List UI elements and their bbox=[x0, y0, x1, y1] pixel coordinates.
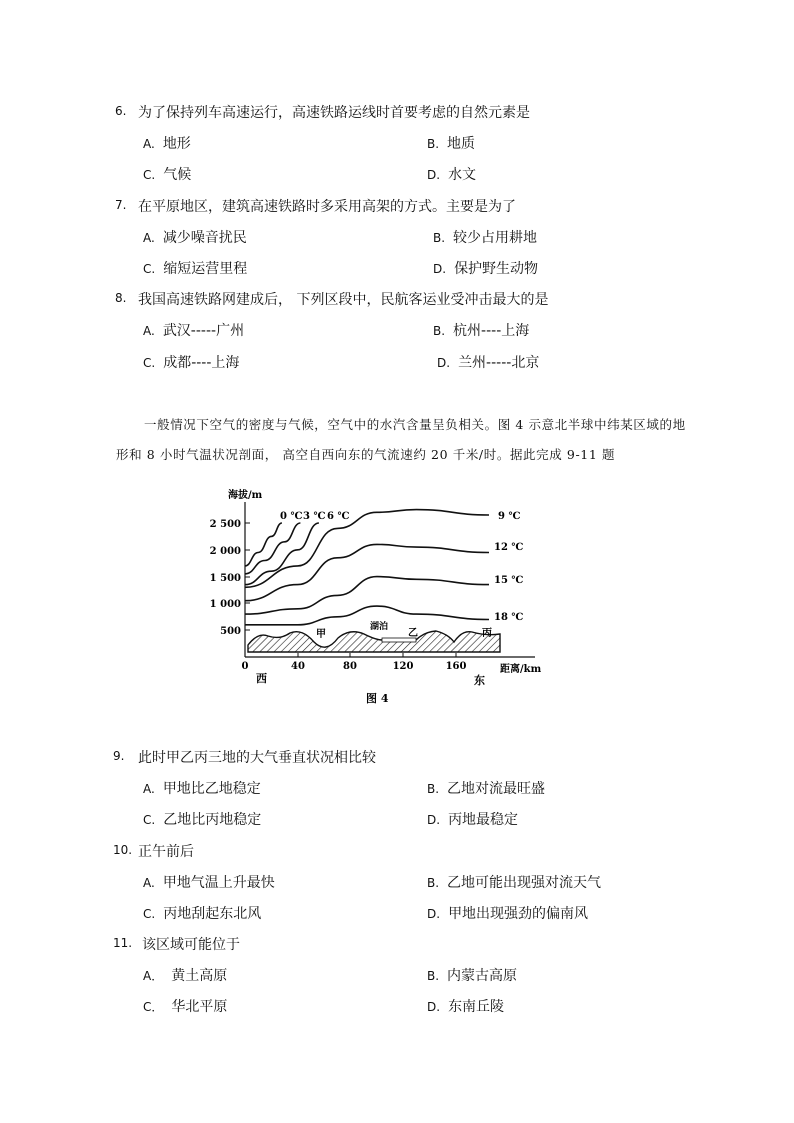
question-text: 该区域可能位于 bbox=[142, 937, 240, 953]
option-b[interactable]: B. 乙地可能出现强对流天气 bbox=[427, 875, 602, 891]
y-tick-label: 1 500 bbox=[210, 573, 241, 584]
question-text: 在平原地区，建筑高速铁路时多采用高架的方式。主要是为了 bbox=[138, 199, 516, 215]
isotherm-label-18: 18 ℃ bbox=[494, 612, 524, 623]
option-a[interactable]: A. 地形 bbox=[143, 136, 191, 152]
isotherm-lines bbox=[245, 510, 489, 625]
option-a[interactable]: A. 甲地比乙地稳定 bbox=[143, 781, 261, 797]
option-d[interactable]: D. 东南丘陵 bbox=[427, 999, 505, 1015]
isotherm-label-6: 6 ℃ bbox=[327, 511, 350, 522]
question-number: 8. bbox=[115, 291, 127, 305]
question-text: 我国高速铁路网建成后， 下列区段中，民航客运业受冲击最大的是 bbox=[138, 292, 549, 308]
option-d[interactable]: D. 水文 bbox=[427, 167, 477, 183]
intro-paragraph: 一般情况下空气的密度与气候，空气中的水汽含量呈负相关。图 4 示意北半球中纬某区域的地形和 8 小时气温状况剖面， 高空自西向东的气流速约 20 千米/时。据此完成 9-11 题 bbox=[116, 417, 686, 462]
option-c[interactable]: C． 华北平原 bbox=[143, 999, 228, 1015]
x-ticks bbox=[242, 653, 467, 672]
question-text: 此时甲乙丙三地的大气垂直状况相比较 bbox=[138, 750, 376, 766]
west-label: 西 bbox=[256, 672, 267, 685]
x-tick-label: 0 bbox=[241, 661, 249, 672]
option-d[interactable]: D. 保护野生动物 bbox=[433, 261, 539, 277]
x-tick-label: 160 bbox=[445, 661, 467, 672]
question-number: 10. bbox=[113, 843, 133, 857]
figure-4-chart bbox=[210, 482, 560, 712]
isotherm-label-3: 3 ℃ bbox=[303, 511, 326, 522]
y-tick-label: 500 bbox=[220, 626, 241, 637]
x-axis-label: 距离/km bbox=[500, 664, 542, 675]
isotherm-label-15: 15 ℃ bbox=[494, 575, 524, 586]
isotherm-label-12: 12 ℃ bbox=[494, 542, 524, 553]
option-a[interactable]: A. 武汉-----广州 bbox=[143, 323, 245, 339]
question-text: 为了保持列车高速运行，高速铁路运线时首要考虑的自然元素是 bbox=[138, 105, 530, 121]
y-ticks bbox=[210, 519, 250, 637]
y-axis-label: 海拔/m bbox=[228, 490, 263, 501]
y-tick-label: 2 000 bbox=[210, 546, 241, 557]
place-lake: 湖泊 bbox=[370, 622, 389, 632]
option-c[interactable]: C. 缩短运营里程 bbox=[143, 261, 248, 277]
option-b[interactable]: B. 杭州----上海 bbox=[433, 323, 530, 339]
question-text: 正午前后 bbox=[138, 844, 194, 860]
option-a[interactable]: A. 减少噪音扰民 bbox=[143, 230, 247, 246]
x-tick-label: 80 bbox=[343, 661, 357, 672]
isotherm-label-0: 0 ℃ bbox=[280, 511, 303, 522]
isotherm-line bbox=[245, 606, 489, 625]
option-d[interactable]: D. 丙地最稳定 bbox=[427, 812, 519, 828]
question-number: 7. bbox=[115, 198, 127, 212]
option-c[interactable]: C. 气候 bbox=[143, 167, 192, 183]
option-c[interactable]: C. 丙地刮起东北风 bbox=[143, 906, 262, 922]
place-jia: 甲 bbox=[316, 629, 326, 640]
option-d[interactable]: D. 兰州-----北京 bbox=[437, 355, 540, 371]
isotherm-line bbox=[245, 544, 489, 600]
y-tick-label: 2 500 bbox=[210, 519, 241, 530]
x-tick-label: 40 bbox=[291, 661, 305, 672]
place-yi: 乙 bbox=[408, 628, 418, 639]
figure-caption: 图 4 bbox=[366, 692, 389, 705]
isotherm-line bbox=[245, 523, 282, 566]
east-label: 东 bbox=[474, 674, 485, 687]
question-number: 11. bbox=[113, 936, 133, 950]
option-a[interactable]: A． 黄土高原 bbox=[143, 968, 228, 984]
isotherm-line bbox=[245, 577, 489, 615]
place-bing: 丙 bbox=[482, 628, 492, 639]
option-b[interactable]: B. 地质 bbox=[427, 136, 476, 152]
option-a[interactable]: A. 甲地气温上升最快 bbox=[143, 875, 275, 891]
option-c[interactable]: C. 乙地比丙地稳定 bbox=[143, 812, 262, 828]
option-b[interactable]: B. 内蒙古高原 bbox=[427, 968, 518, 984]
option-b[interactable]: B. 乙地对流最旺盛 bbox=[427, 781, 546, 797]
question-number: 9. bbox=[113, 749, 125, 763]
y-tick-label: 1 000 bbox=[210, 599, 241, 610]
isotherm-label-9: 9 ℃ bbox=[498, 511, 521, 522]
option-c[interactable]: C. 成都----上海 bbox=[143, 355, 240, 371]
x-tick-label: 120 bbox=[392, 661, 414, 672]
question-number: 6. bbox=[115, 104, 127, 118]
option-b[interactable]: B. 较少占用耕地 bbox=[433, 230, 538, 246]
terrain-profile bbox=[248, 631, 500, 652]
option-d[interactable]: D. 甲地出现强劲的偏南风 bbox=[427, 906, 589, 922]
